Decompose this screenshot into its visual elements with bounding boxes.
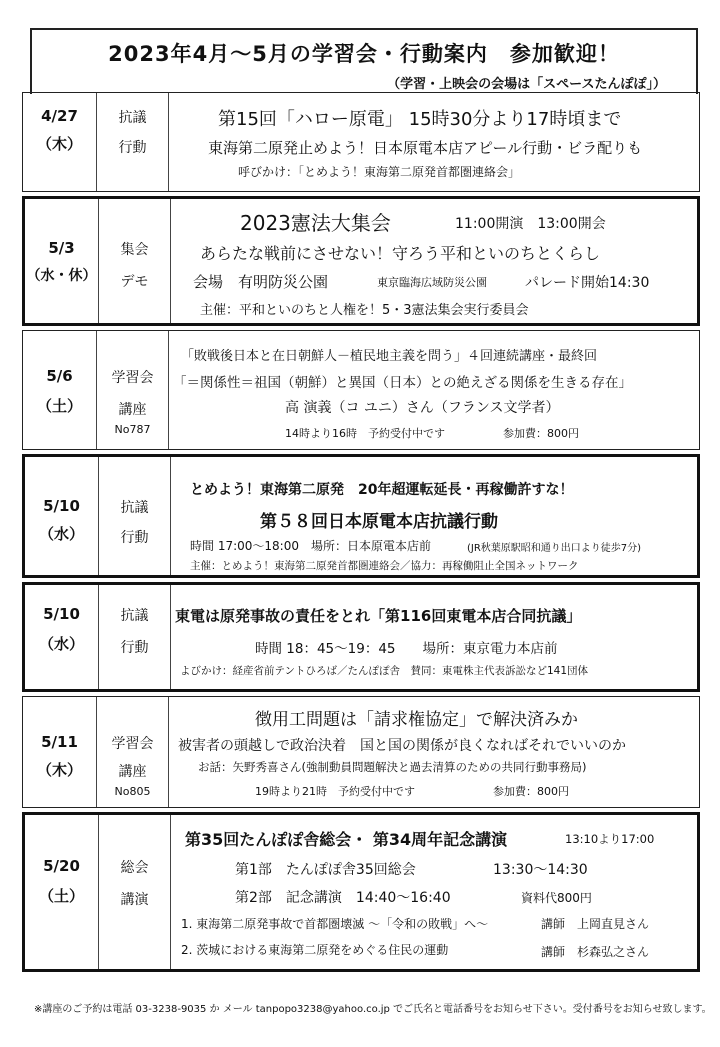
- event-date: 5/10: [43, 497, 80, 515]
- event-headline: 「敗戦後日本と在日朝鮮人－植民地主義を問う」４回連続講座・最終回: [181, 349, 598, 364]
- event-type-cell: [99, 815, 171, 969]
- event-row-0510-b: [22, 582, 700, 692]
- event-parade-time: パレード開始14:30: [525, 275, 650, 291]
- event-type-cell: [97, 331, 169, 449]
- event-text: 東海第二原発止めよう！日本原電本店アピール行動・ビラ配りも: [208, 139, 643, 157]
- event-type: 学習会: [111, 370, 154, 386]
- event-day: （木）: [36, 135, 82, 153]
- event-access: (JR秋葉原駅昭和通り出口より徒歩7分): [467, 543, 642, 554]
- event-headline: 第35回たんぽぽ舎総会・ 第34周年記念講演: [185, 830, 508, 849]
- event-fee: 参加費：800円: [493, 785, 569, 798]
- event-date: 5/6: [46, 367, 73, 385]
- event-row-0503: [22, 196, 700, 326]
- event-type: 集会: [120, 242, 149, 258]
- lecture-2-speaker: 講師 杉森弘之さん: [541, 945, 650, 959]
- reservation-note: ※講座のご予約は電話 03-3238-9035 か メール tanpopo3238@yahoo.co.jp でご氏名と電話番号をお知らせ下さい。受付番号をお知らせ致します。: [34, 1004, 712, 1015]
- event-type-cell: [97, 93, 169, 191]
- event-type-cell: [99, 199, 171, 323]
- event-fee: 参加費：800円: [503, 427, 579, 440]
- event-type: 抗議: [118, 110, 147, 126]
- lecture-1-title: 1. 東海第二原発事故で首都圏壊滅 ～「令和の敗戦」へ～: [181, 917, 489, 931]
- event-date-cell: [25, 585, 99, 689]
- event-organizer: 呼びかけ：「とめよう！東海第二原発首都圏連絡会」: [238, 165, 521, 179]
- event-organizer: よびかけ：経産省前テントひろば／たんぽぽ舎 賛同：東電株主代表訴訟など141団体: [180, 665, 589, 677]
- event-type: デモ: [120, 274, 149, 290]
- event-day: （土）: [38, 887, 84, 905]
- event-headline: 東電は原発事故の責任をとれ「第116回東電本店合同抗議」: [175, 607, 582, 625]
- event-type: 行動: [120, 530, 149, 546]
- page-title: 2023年4月～5月の学習会・行動案内 参加歓迎！: [108, 42, 620, 66]
- event-type: 行動: [118, 140, 147, 156]
- course-number: No787: [114, 423, 151, 436]
- event-time: 11:00開演 13:00開会: [455, 216, 606, 232]
- event-headline: 第５８回日本原電本店抗議行動: [260, 512, 498, 532]
- lecture-2-title: 2. 茨城における東海第二原発をめぐる住民の運動: [181, 943, 449, 957]
- event-venue: 会場 有明防災公園: [193, 273, 329, 291]
- event-headline: 2023憲法大集会: [240, 211, 391, 235]
- event-type: 行動: [120, 640, 149, 656]
- event-fee: 資料代800円: [521, 891, 592, 905]
- event-row-0511: [22, 696, 700, 808]
- header-box: [30, 28, 698, 94]
- event-date-cell: [25, 457, 99, 575]
- event-headline: 第15回「ハロー原電」 15時30分より17時頃まで: [218, 109, 622, 130]
- event-type: 講演: [120, 892, 149, 908]
- event-type: 総会: [120, 860, 149, 876]
- event-type: 講座: [118, 764, 147, 780]
- event-day: （水・休）: [26, 268, 97, 284]
- event-type: 抗議: [120, 608, 149, 624]
- event-date: 4/27: [41, 107, 78, 125]
- lecture-1-speaker: 講師 上岡直見さん: [541, 917, 650, 931]
- event-speaker: 高 演義（コ ユニ）さん（フランス文学者）: [285, 400, 560, 416]
- event-time-place: 時間 17:00～18:00 場所：日本原電本店前: [190, 539, 431, 553]
- event-date-cell: [23, 331, 97, 449]
- event-type-cell: [99, 585, 171, 689]
- event-type-cell: [99, 457, 171, 575]
- event-row-0520: [22, 812, 700, 972]
- event-type: 抗議: [120, 500, 149, 516]
- event-organizer: 主催：とめよう！東海第二原発首都圏連絡会／協力：再稼働阻止全国ネットワーク: [190, 560, 579, 572]
- event-row-0510-a: [22, 454, 700, 578]
- event-part-1: 第1部 たんぽぽ舎35回総会: [235, 862, 416, 878]
- event-time: 14時より16時 予約受付中です: [285, 427, 445, 440]
- event-subheadline: とめよう！東海第二原発 20年超運転延長・再稼働許すな！: [190, 482, 574, 498]
- event-row-0427: [22, 92, 700, 192]
- event-part-2: 第2部 記念講演 14:40～16:40: [235, 890, 451, 906]
- event-part-1-time: 13:30～14:30: [493, 862, 588, 878]
- event-date-cell: [25, 815, 99, 969]
- event-type-cell: [97, 697, 169, 807]
- event-date-cell: [23, 93, 97, 191]
- event-organizer: 主催：平和といのちと人権を！5・3憲法集会実行委員会: [200, 303, 529, 318]
- course-number: No805: [114, 785, 151, 798]
- event-text: 「＝関係性＝祖国（朝鮮）と異国（日本）との絶えざる関係を生きる存在」: [173, 375, 632, 391]
- event-date: 5/10: [43, 605, 80, 623]
- event-date-cell: [23, 697, 97, 807]
- event-time: 13:10より17:00: [565, 832, 655, 846]
- event-text: 被害者の頭越しで政治決着 国と国の関係が良くなればそれでいいのか: [178, 738, 626, 754]
- event-date-cell: [25, 199, 99, 323]
- event-day: （水）: [38, 525, 84, 543]
- event-day: （土）: [36, 397, 82, 415]
- event-day: （木）: [36, 761, 82, 779]
- event-headline: 徴用工問題は「請求権協定」で解決済みか: [255, 710, 578, 730]
- event-type: 講座: [118, 402, 147, 418]
- event-date: 5/11: [41, 733, 78, 751]
- venue-note: （学習・上映会の会場は「スペースたんぽぽ」）: [387, 77, 666, 92]
- event-text: あらたな戦前にさせない！守ろう平和といのちとくらし: [200, 244, 601, 263]
- event-day: （水）: [38, 635, 84, 653]
- event-date: 5/3: [48, 239, 75, 257]
- event-time: 19時より21時 予約受付中です: [255, 785, 415, 798]
- event-row-0506: [22, 330, 700, 450]
- event-venue-detail: 東京臨海広域防災公園: [377, 276, 487, 289]
- event-speaker: お話：矢野秀喜さん(強制動員問題解決と過去清算のための共同行動事務局): [198, 760, 587, 774]
- event-time-place: 時間 18：45～19：45 場所：東京電力本店前: [255, 641, 558, 657]
- event-date: 5/20: [43, 857, 80, 875]
- event-type: 学習会: [111, 736, 154, 752]
